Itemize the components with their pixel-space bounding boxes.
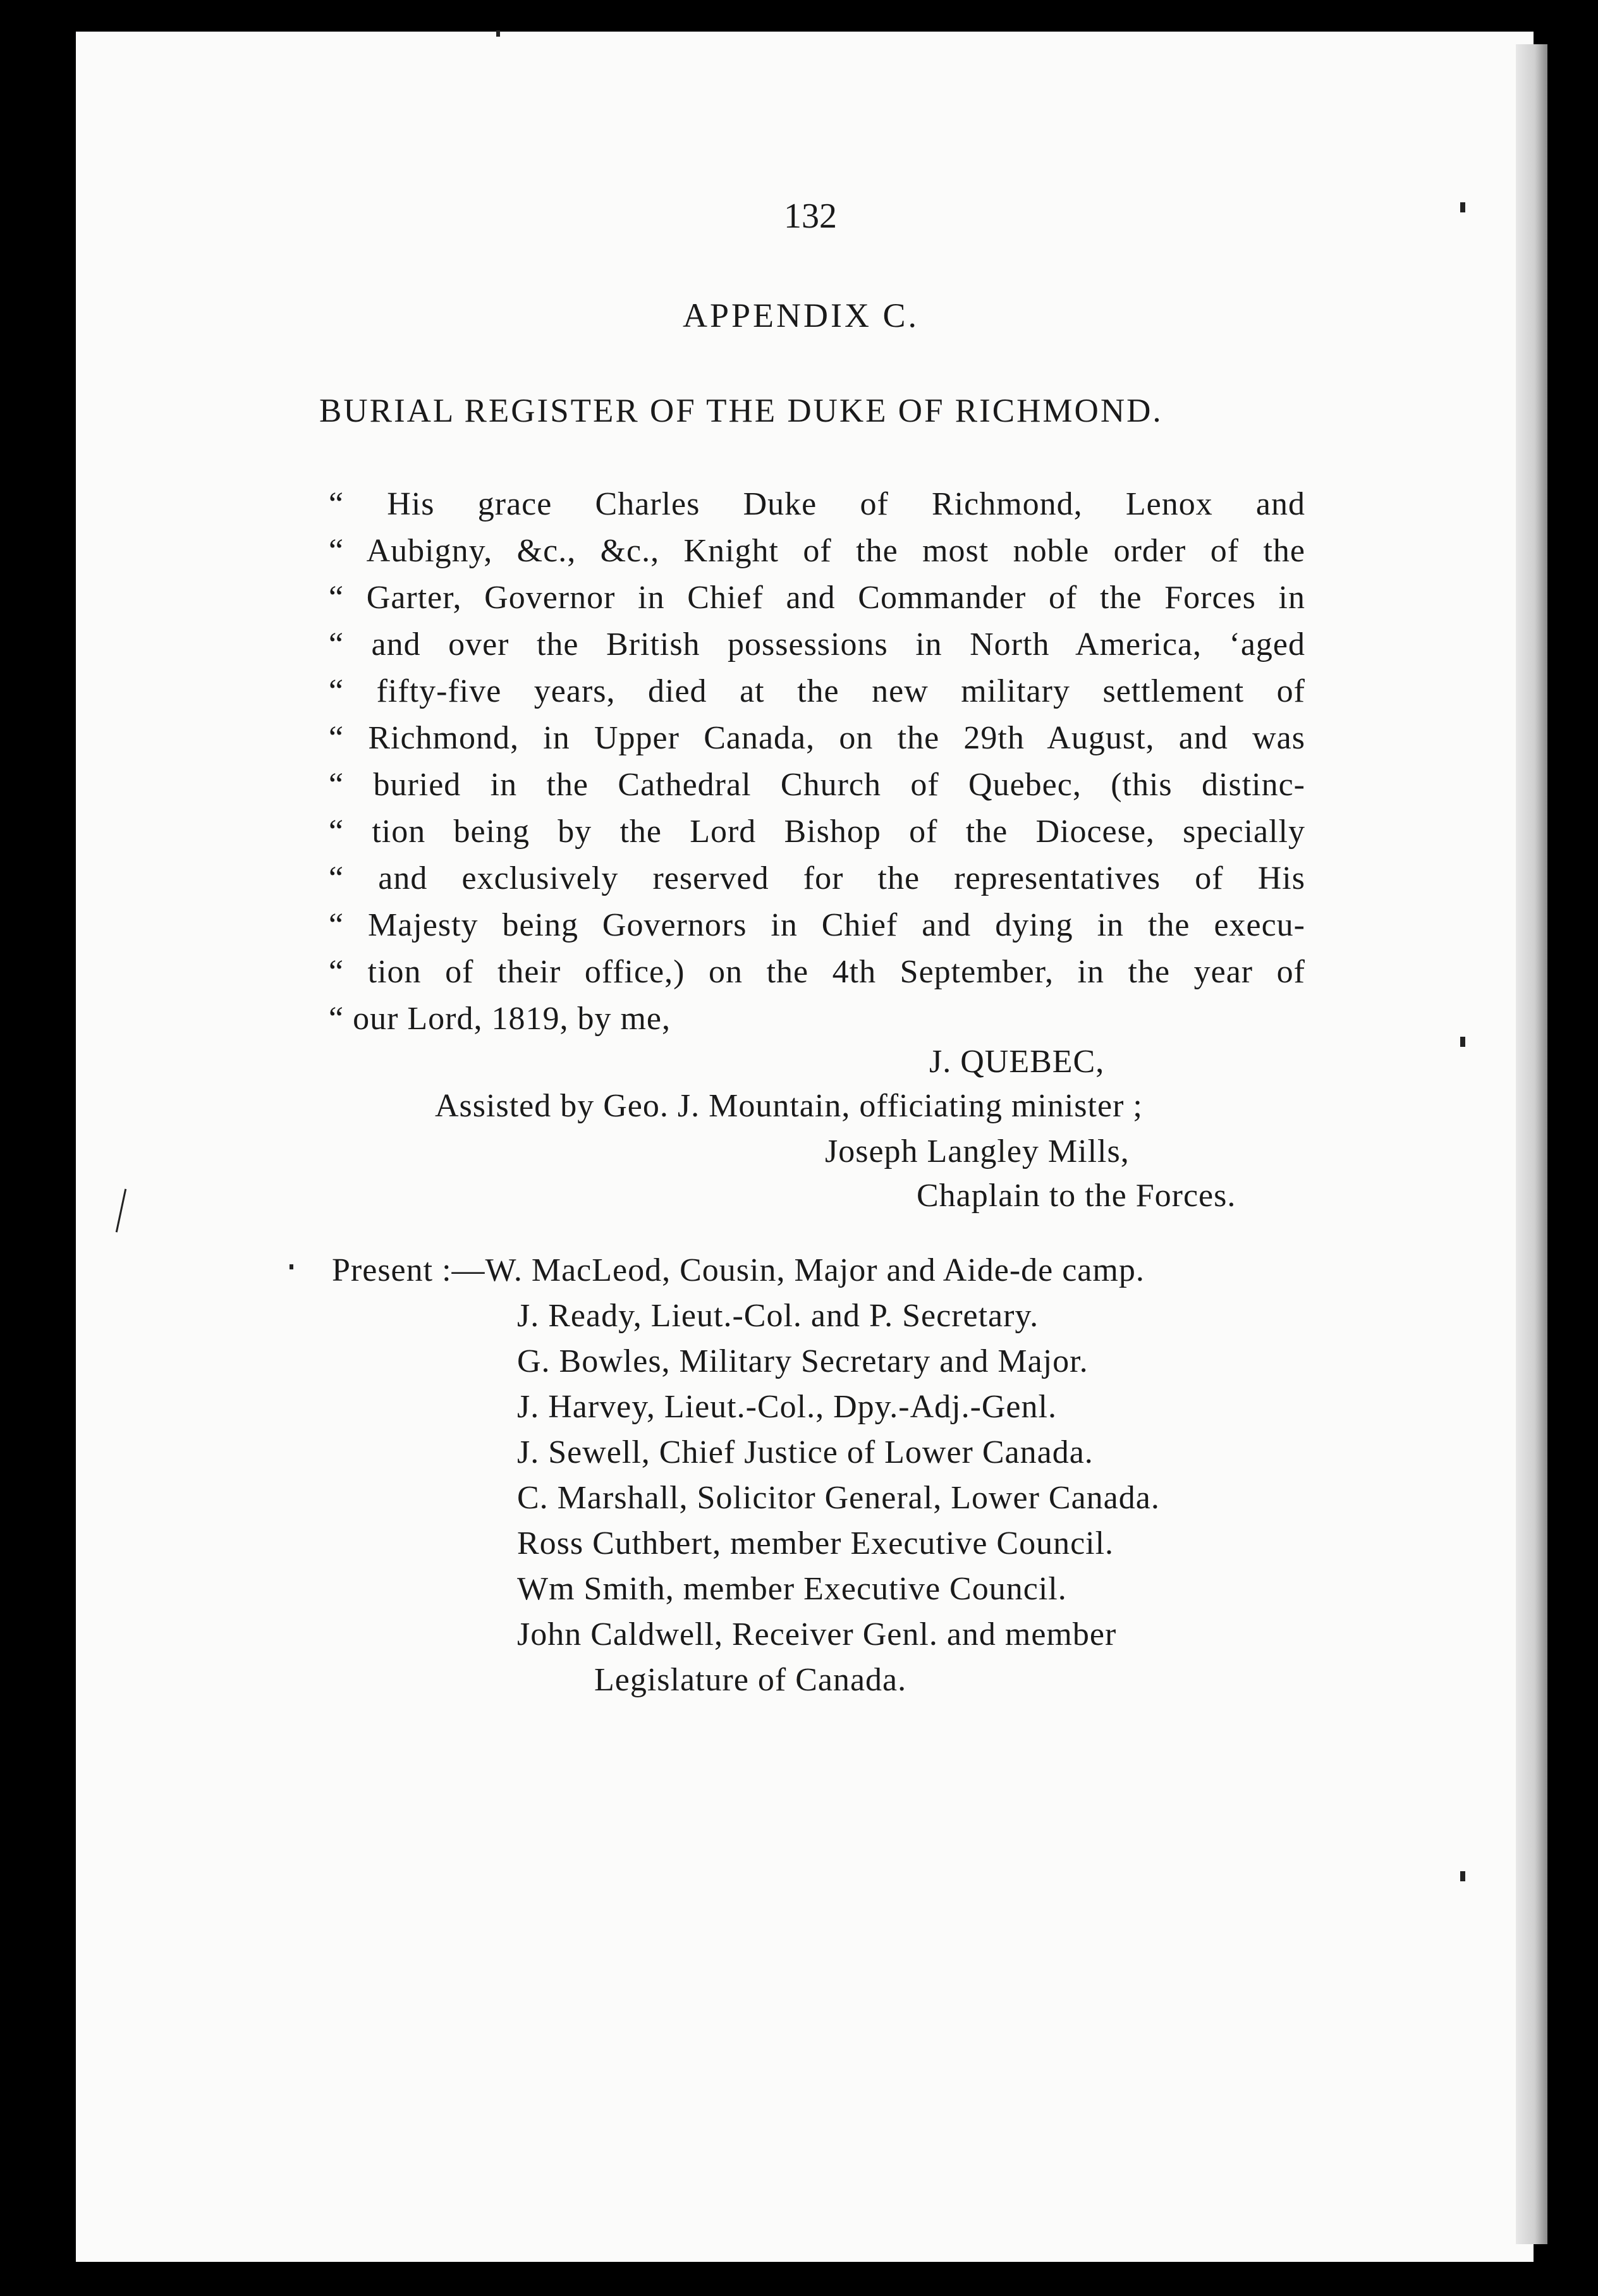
scan-mark <box>496 30 500 37</box>
signer-name: J. QUEBEC, <box>929 1044 1105 1080</box>
body-line: “ our Lord, 1819, by me, <box>329 1001 671 1037</box>
page-number: 132 <box>784 197 837 236</box>
present-line: C. Marshall, Solicitor General, Lower Canada. <box>517 1480 1160 1516</box>
present-line: J. Ready, Lieut.-Col. and P. Secretary. <box>517 1298 1039 1334</box>
chaplain-name: Joseph Langley Mills, <box>825 1133 1130 1169</box>
section-heading: BURIAL REGISTER OF THE DUKE OF RICHMOND. <box>319 393 1163 429</box>
page-sheet <box>76 32 1534 2262</box>
scan-mark <box>1460 202 1465 212</box>
appendix-title: APPENDIX C. <box>683 296 920 334</box>
present-line: Legislature of Canada. <box>594 1662 907 1698</box>
page-edge-shadow <box>1516 44 1547 2244</box>
body-line: “ and exclusively reserved for the representatives of His <box>329 860 1305 896</box>
body-line: “ His grace Charles Duke of Richmond, Lenox and <box>329 486 1305 522</box>
assisted-by-line: Assisted by Geo. J. Mountain, officiating minister ; <box>435 1088 1143 1124</box>
body-line: “ tion of their office,) on the 4th September, in the year of <box>329 954 1305 990</box>
body-line: “ fifty-five years, died at the new military settlement of <box>329 673 1305 709</box>
scan-mark <box>1460 1037 1465 1047</box>
present-line: J. Sewell, Chief Justice of Lower Canada. <box>517 1434 1094 1470</box>
body-line: “ Majesty being Governors in Chief and dying in the execu- <box>329 907 1305 943</box>
body-line: “ Richmond, in Upper Canada, on the 29th August, and was <box>329 720 1305 756</box>
chaplain-title: Chaplain to the Forces. <box>917 1178 1236 1214</box>
body-line: “ Aubigny, &c., &c., Knight of the most noble order of the <box>329 533 1305 569</box>
present-line: John Caldwell, Receiver Genl. and member <box>517 1616 1117 1652</box>
present-line: J. Harvey, Lieut.-Col., Dpy.-Adj.-Genl. <box>517 1389 1057 1425</box>
body-line: “ tion being by the Lord Bishop of the Diocese, specially <box>329 814 1305 850</box>
body-line: “ Garter, Governor in Chief and Commander of the Forces in <box>329 580 1305 616</box>
scan-mark <box>1460 1871 1465 1881</box>
present-line: Ross Cuthbert, member Executive Council. <box>517 1525 1114 1561</box>
body-line: “ and over the British possessions in North America, ‘aged <box>329 626 1305 663</box>
present-line: Present :—W. MacLeod, Cousin, Major and Aide-de camp. <box>332 1252 1145 1288</box>
present-line: Wm Smith, member Executive Council. <box>517 1571 1067 1607</box>
present-line: G. Bowles, Military Secretary and Major. <box>517 1343 1089 1379</box>
scan-mark <box>290 1264 293 1269</box>
body-line: “ buried in the Cathedral Church of Quebec, (this distinc- <box>329 767 1305 803</box>
